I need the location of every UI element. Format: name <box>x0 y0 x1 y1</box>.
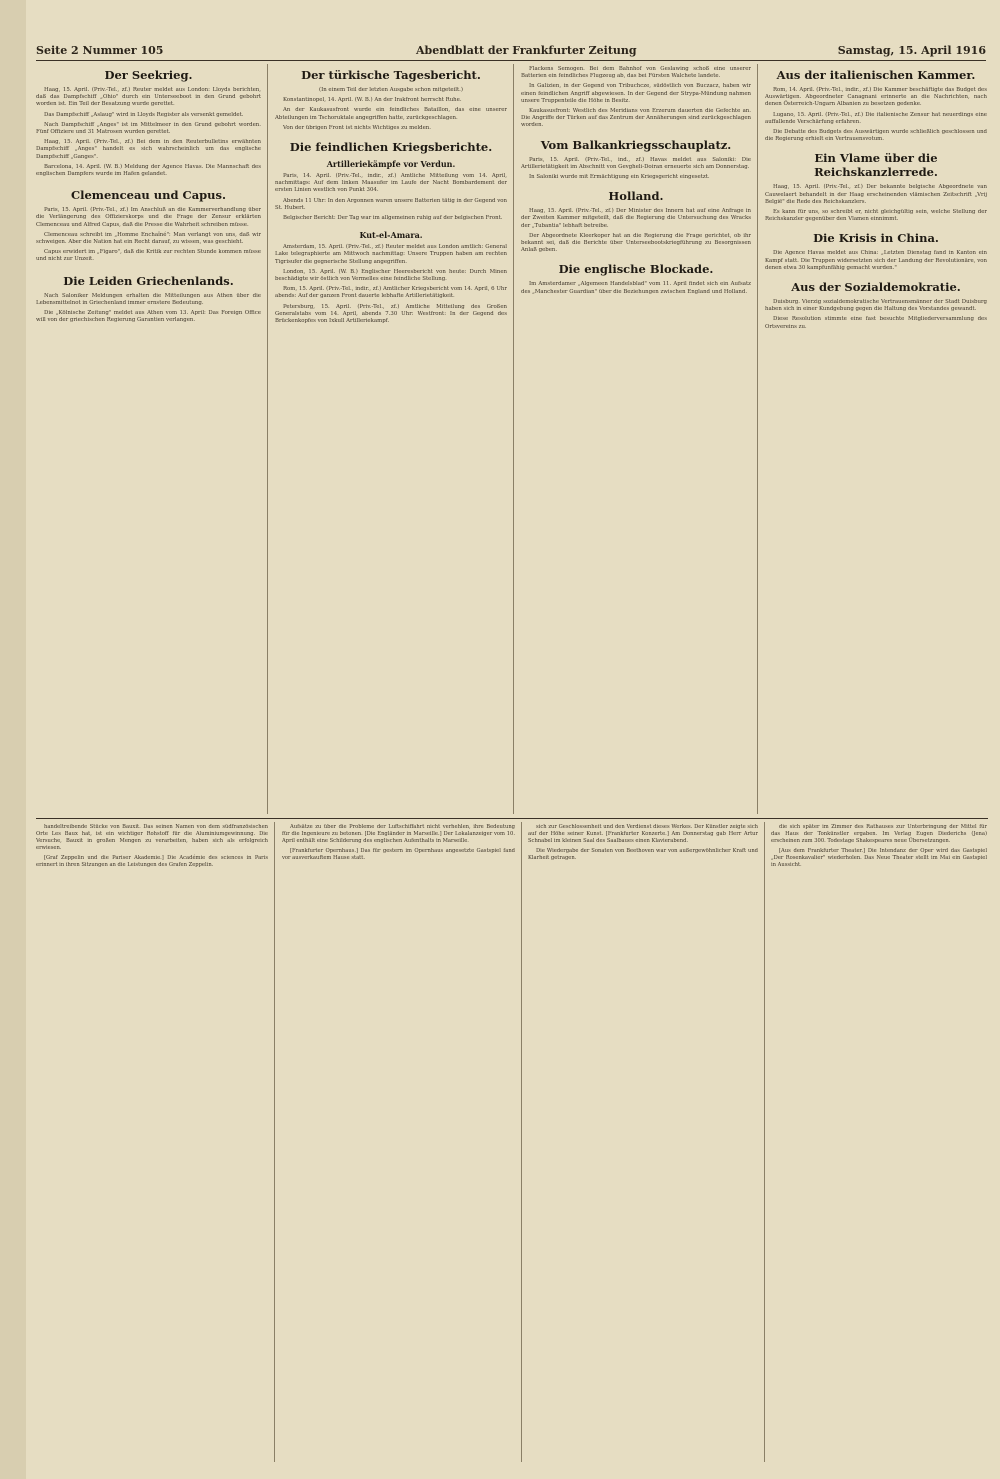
article-paragraph: Barcelona, 14. April. (W. B.) Meldung der Agence Havas. Die Mannschaft des englischen Dampfers wurde im Hafen gelandet. <box>36 163 261 178</box>
headline-clemenceau: Clemenceau und Capus. <box>70 188 227 203</box>
column-rule <box>267 64 268 814</box>
article-paragraph: Haag, 15. April. (Priv.-Tel., zf.) Der bekannte belgische Abgeordnete van Cauwelaert behandelt in der Haag erscheinenden vlämischen Zeitschrift „Vrij België" die Rede des Reichskanzlers. <box>765 184 987 205</box>
subheadline-verdun: Artilleriekämpfe vor Verdun. <box>326 159 456 170</box>
page-number: Seite 2 Nummer 105 <box>36 44 164 57</box>
article-paragraph: Flackens Semogen. Bei dem Bahnhof von Geslawing schoß eine unserer Batterien ein feindliches Flugzeug ab, das bei Fürsten Walchete landete. <box>521 66 751 80</box>
feuilleton-paragraph: sich zur Geschlossenheit und den Verdienst dieses Werkes. Der Künstler zeigte sich auf der Höhe seiner Kunst. [Frankfurter Konzerte.] Am Donnerstag gab Herr Artur Schnabel im kleinen Saal des Saalbaues einen Klavierabend. <box>528 824 758 844</box>
subheadline-kut: Kut-el-Amara. <box>359 230 423 241</box>
feuilleton-paragraph: handeltreibende Stücke von Bauxit. Das seinen Namen von dem südfranzösischen Orte Les Baux hat, ist ein wichtiger Rohstoff für die Aluminiumgewinnung. Die Versuche, Bauxit in großen Mengen zu verarbeiten, haben sich als erfolgreich erwiesen. <box>36 824 268 851</box>
headline-sozialdemokratie: Aus der Sozialdemokratie. <box>791 280 961 295</box>
headline-blockade: Die englische Blockade. <box>558 262 714 277</box>
article-paragraph: London, 15. April. (W. B.) Englischer Heeresbericht von heute: Durch Minen beschädigte wir östlich von Vermelles eine feindliche Stellung. <box>275 268 507 283</box>
column-rule <box>521 822 522 1462</box>
article-paragraph: Paris, 15. April. (Priv.-Tel., ind., zf.) Havas meldet aus Saloniki: Die Artillerietätigkeit im Abschnitt von Gevgheli-Doiran erneuerte sich am Donnerstag. <box>521 156 751 170</box>
headline-seekrieg: Der Seekrieg. <box>104 68 193 82</box>
feuilleton-column-4 <box>771 824 987 1460</box>
column-rule <box>757 64 758 814</box>
article-paragraph: Abends 11 Uhr: In den Argonnen waren unsere Batterien tätig in der Gegend von St. Hubert. <box>275 197 507 211</box>
column-1 <box>36 66 261 811</box>
article-paragraph: Belgischer Bericht: Der Tag war im allgemeinen ruhig auf der belgischen Front. <box>283 215 503 222</box>
feuilleton-paragraph: Aufsätze zu über die Probleme der Luftschiffahrt nicht verhehlen, ihre Bedeutung für die Ingenieure zu betonen. [Die Engländer in Marseille.] Der Lokalanzeiger vom 10. April enthält eine Schilderung des englischen Aufenthalts in Marseille. <box>282 824 515 844</box>
headline-kriegsberichte: Die feindlichen Kriegsberichte. <box>289 140 493 155</box>
feuilleton-paragraph: [Graf Zeppelin und die Pariser Akademie.] Die Académie des sciences in Paris erinnert in ihren Sitzungen an die Leistungen des Grafen Zeppelin. <box>36 854 268 868</box>
headline-note: (In einem Teil der letzten Ausgabe schon mitgeteilt.) <box>318 87 463 93</box>
feuilleton-paragraph: Die Wiedergabe der Sonaten von Beethoven war von außergewöhnlicher Kraft und Klarheit getragen. <box>528 847 758 861</box>
feuilleton-column-2 <box>282 824 515 1460</box>
headline-holland: Holland. <box>608 189 664 204</box>
article-paragraph: Die Agence Havas meldet aus China: „Letzten Dienstag fand in Kanton ein Kampf statt. Die Truppen widersetzten sich der Landung der Revolutionäre, von denen etwa 30 kampfunfähig gemacht wurden." <box>765 250 987 271</box>
article-paragraph: Rom, 15. April. (Priv.-Tel., indir., zf.) Amtlicher Kriegsbericht vom 14. April, 6 Uhr abends: Auf der ganzen Front dauerte lebhafte Artillerietätigkeit. <box>275 286 507 300</box>
article-paragraph: Amsterdam, 15. April. (Priv.-Tel., zf.) Reuter meldet aus London amtlich: General Lake telegraphierte am Mittwoch nachmittag: Unsere Truppen haben am rechten Tigrisufer die gegnerische Stellung angegriffen. <box>275 244 507 265</box>
headline-kammer: Aus der italienischen Kammer. <box>776 68 976 82</box>
headline-tuerkisch: Der türkische Tagesbericht. <box>301 68 481 82</box>
article-paragraph: Paris, 14. April. (Priv.-Tel., indir., zf.) Amtliche Mitteilung vom 14. April, nachmittags: Auf dem linken Maasufer im Laufe der Nacht Bombardement der ersten Linien westlich von Punkt 304. <box>275 173 507 194</box>
column-4 <box>765 66 987 811</box>
column-rule <box>274 822 275 1462</box>
feuilleton-column-1 <box>36 824 268 1460</box>
article-paragraph: Konstantinopel, 14. April. (W. B.) An der Irakfront herrscht Ruhe. <box>283 97 462 104</box>
article-paragraph: In Galizien, in der Gegend von Tribuchcze, südöstlich von Buczacz, haben wir einen feindlichen Angriff abgewiesen. In der Gegend der Strypa-Mündung nahmen unsere Truppenteile die Höhe in Besitz. <box>521 83 751 104</box>
article-paragraph: Duisburg. Vierzig sozialdemokratische Vertrauensmänner der Stadt Duisburg haben sich in einer Kundgebung gegen die Haltung des Vorstandes gewandt. <box>765 299 987 313</box>
column-2 <box>275 66 507 811</box>
article-paragraph: Rom, 14. April. (Priv.-Tel., indir., zf.) Die Kammer beschäftigte das Budget des Auswärtigen. Abgeordneter Canagnani erinnerte an die Nachrichten, nach denen Österreich-Ungarn Albanien zu besetzen gedenke. <box>765 87 987 108</box>
feuilleton-rule <box>36 818 988 819</box>
masthead <box>36 44 986 61</box>
article-paragraph: Petersburg, 15. April. (Priv.-Tel., zf.) Amtliche Mitteilung des Großen Generalstabs vom 14. April, abends 7.30 Uhr: Westfront: In der Gegend des Brückenkopfes von Ixkull Artilleriekampf. <box>275 303 507 325</box>
feuilleton-paragraph: [Frankfurter Opernhaus.] Das für gestern im Opernhaus angesetzte Gastspiel fand vor ausverkauftem Hause statt. <box>282 847 515 861</box>
article-paragraph: Nach Saloniker Meldungen erhalten die Mitteilungen aus Athen über die Lebensmittelnot in Griechenland immer ernstere Bedeutung. <box>36 292 261 306</box>
article-paragraph: An der Kaukasusfront wurde ein feindliches Bataillon, das eine unserer Abteilungen im Tschoruktale angegriffen hatte, zurückgeschlagen. <box>275 107 507 121</box>
feuilleton-paragraph: [Aus dem Frankfurter Theater.] Die Intendanz der Oper wird das Gastspiel „Der Rosenkavalier" wiederholen. Das Neue Theater stellt im Mai ein Gastspiel in Aussicht. <box>771 847 987 868</box>
article-paragraph: In Saloniki wurde mit Ermächtigung ein Kriegsgericht eingesetzt. <box>529 174 710 181</box>
feuilleton-column-3 <box>528 824 758 1460</box>
article-paragraph: Der Abgeordnete Kleerkoper hat an die Regierung die Frage gerichtet, ob ihr bekannt sei, daß die Berichte über Unterseebootskriegführung zu Besorgnissen Anlaß geben. <box>521 232 751 254</box>
article-paragraph: Haag, 15. April. (Priv.-Tel., zf.) Der Minister des Innern hat auf eine Anfrage in der Zweiten Kammer mitgeteilt, daß die Regierung die Untersuchung des Wracks der „Tubantia" lebhaft betreibe. <box>521 208 751 229</box>
article-paragraph: Kaukasusfront: Westlich des Meridians von Erzerum dauerten die Gefechte an. Die Angriffe der Türken auf das Zentrum der Annäherungen sind zurückgeschlagen worden. <box>521 108 751 129</box>
article-paragraph: Paris, 15. April. (Priv.-Tel., zf.) Im Anschluß an die Kammerverhandlung über die Verlängerung des Offizierskorps und die Frage der Zensur erklärten Clemenceau und Alfred Capus, daß die Presse die Wahrheit schreiben müsse. <box>36 207 261 228</box>
article-paragraph: Im Amsterdamer „Algemeen Handelsblad" vom 11. April findet sich ein Aufsatz des „Manchester Guardian" über die Beziehungen zwischen England und Holland. <box>521 281 751 295</box>
article-paragraph: Die „Kölnische Zeitung" meldet aus Athen vom 13. April: Das Foreign Office will von der griechischen Regierung Garantien verlangen. <box>36 310 261 324</box>
column-3 <box>521 66 751 811</box>
article-paragraph: Das Dampfschiff „Aslaug" wird in Lloyds Register als versenkt gemeldet. <box>44 111 244 118</box>
article-paragraph: Capus erwidert im „Figaro", daß die Kritik zur rechten Stunde kommen müsse und nicht zur Unzeit. <box>36 249 261 263</box>
headline-leiden: Die Leiden Griechenlands. <box>63 273 234 288</box>
article-paragraph: Haag, 15. April. (Priv.-Tel., zf.) Bei dem in den Reuterbulletins erwähnten Dampfschiff „Anges" handelt es sich wahrscheinlich um das englische Dampfschiff „Ganges". <box>36 139 261 160</box>
article-paragraph: Es kann für uns, so schreibt er, nicht gleichgültig sein, welche Stellung der Reichskanzler gegenüber den Vlamen einnimmt. <box>765 209 987 223</box>
column-rule <box>513 64 514 814</box>
article-paragraph: Diese Resolution stimmte eine fast besuchte Mitgliederversammlung des Ortsvereins zu. <box>765 316 987 330</box>
headline-vlame: Ein Vlame über die Reichskanzlerrede. <box>814 151 938 180</box>
article-paragraph: Haag, 15. April. (Priv.-Tel., zf.) Reuter meldet aus London: Lloyds berichten, daß das Dampfschiff „Ohio" durch ein Unterseeboot in den Grund gebohrt worden ist. Ein Teil der Besatzung wurde gerettet. <box>36 87 261 108</box>
column-rule <box>764 822 765 1462</box>
article-paragraph: Clemenceau schreibt im „Homme Enchaîné": Man verlangt von uns, daß wir schweigen. Aber die Nation hat ein Recht darauf, zu wissen, was geschieht. <box>36 231 261 246</box>
article-paragraph: Nach Dampfschiff „Anges" ist im Mittelmeer in den Grund gebohrt worden. Fünf Offiziere und 31 Matrosen wurden gerettet. <box>36 121 261 136</box>
headline-china: Die Krisis in China. <box>813 231 939 246</box>
headline-balkan: Vom Balkankriegsschauplatz. <box>540 137 732 152</box>
article-paragraph: Die Debatte des Budgets des Auswärtigen wurde schließlich geschlossen und die Regierung erhielt ein Vertrauensvotum. <box>765 129 987 143</box>
article-paragraph: Von der übrigen Front ist nichts Wichtiges zu melden. <box>283 124 431 131</box>
issue-date: Samstag, 15. April 1916 <box>837 44 986 57</box>
feuilleton-paragraph: die sich später im Zimmer des Rathauses zur Unterbringung der Mittel für das Haus der Tonkünstler ergaben. Im Verlag Eugen Diederichs (Jena) erscheinen zum 300. Todestage Shakespeares neue Übersetzungen. <box>771 824 987 844</box>
newspaper-title: Abendblatt der Frankfurter Zeitung <box>416 44 637 57</box>
article-paragraph: Lugano, 15. April. (Priv.-Tel., zf.) Die italienische Zensur hat neuerdings eine auffallende Verschärfung erfahren. <box>765 111 987 125</box>
